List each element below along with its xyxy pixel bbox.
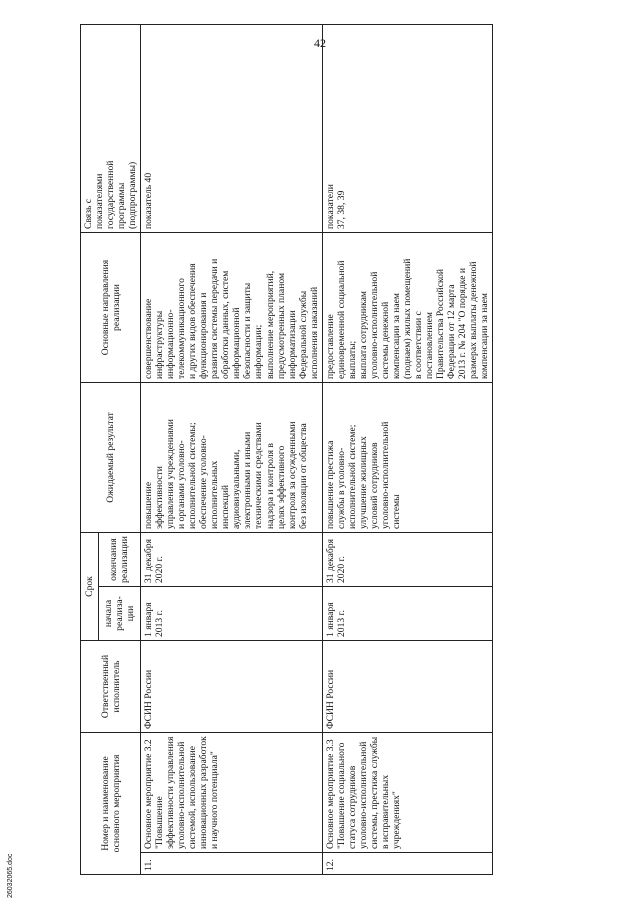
indicator-link: показатели 37, 38, 39: [322, 25, 492, 233]
table-container: [80, 25, 605, 875]
header-row: [81, 25, 99, 875]
responsible: ФСИН России: [141, 641, 323, 733]
table-row: [322, 25, 492, 875]
end-date: 31 декабря 2020 г.: [141, 533, 323, 587]
indicator-link: показатель 40: [141, 25, 323, 233]
file-code: [7, 853, 19, 898]
header-link: Связь с показателями государственной программы (подпрограммы): [81, 25, 141, 233]
measure-name: Основное мероприятие 3.2 "Повышение эффективности управления уголовно-исполнительной системой, использование инновационных разработок и научного потенциала": [141, 733, 323, 853]
table-row: [141, 25, 323, 875]
header-name: Номер и наименование основного мероприятия: [81, 733, 141, 875]
row-number: 11.: [141, 853, 323, 875]
header-result: Ожидаемый результат: [81, 383, 141, 533]
start-date: 1 января 2013 г.: [141, 587, 323, 641]
row-number: 12.: [322, 853, 492, 875]
start-date: 1 января 2013 г.: [322, 587, 492, 641]
measure-name: Основное мероприятие 3.3 "Повышение социального статуса сотрудников уголовно-исполнительной системы, престижа службы в исправительных учреждениях": [322, 733, 492, 853]
header-term: Срок: [81, 533, 99, 641]
directions: предоставление единовременной социальной выплаты; выплата сотрудникам уголовно-исполнительной системы денежной компенсации за наем (поднаем) жилых помещений в соответствии с постановлением Правительства Российской Федерации от 12 марта 2013 г. № 204 "О порядке и размерах выплаты денежной компенсации за наем: [322, 233, 492, 383]
file-code-text: 26032065.doc: [7, 853, 14, 898]
expected-result: повышение престижа службы в уголовно- исполнительной системе; улучшение жилищных условий сотрудников уголовно-исполнительной системы: [322, 383, 492, 533]
measures-table: [80, 24, 493, 875]
header-directions: Основные направления реализации: [81, 233, 141, 383]
header-start: начала реализа- ции: [98, 587, 140, 641]
header-responsible: Ответственный исполнитель: [81, 641, 141, 733]
directions: совершенствование инфраструктуры информационно- телекоммуникационного и других видов обеспечения функционирования и развития системы передачи и обработки данных, систем информационной безопасности и защиты информации; выполнение мероприятий, предусмотренных планом информатизации Федеральной службы исполнения наказаний: [141, 233, 323, 383]
header-end: окончания реализации: [98, 533, 140, 587]
responsible: ФСИН России: [322, 641, 492, 733]
page-number: 42: [314, 36, 326, 50]
end-date: 31 декабря 2020 г.: [322, 533, 492, 587]
expected-result: повышение эффективности управления учреждениями и органами уголовно- исполнительной системы; обеспечение уголовно- исполнительных инспекций аудиовизуальными, электронными и иными техническими средствами надзора и контроля в целях эффективного контроля за осужденными без изоляции от общества: [141, 383, 323, 533]
